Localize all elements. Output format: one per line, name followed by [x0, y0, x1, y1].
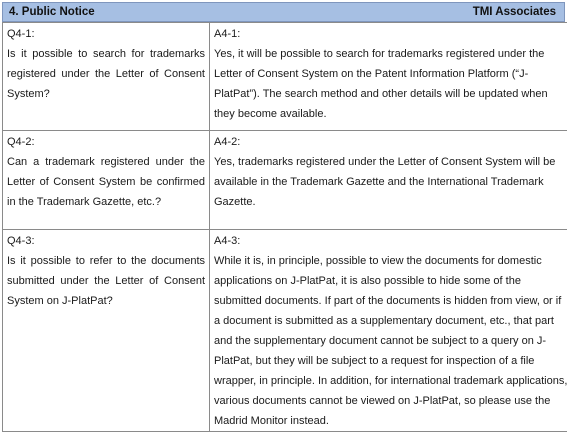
question-cell	[3, 230, 210, 432]
firm-name: TMI Associates	[473, 6, 556, 18]
answer-text: Yes, it will be possible to search for trademarks registered under the Letter of Consent System on the Patent Information Platform (“J-PlatPat”). The search method and other details will be updated when they become available.	[214, 44, 567, 124]
question-text: Is it possible to search for trademarks registered under the Letter of Consent System?	[7, 44, 205, 104]
table-row	[3, 230, 567, 432]
question-text: Is it possible to refer to the documents submitted under the Letter of Consent System on J-PlatPat?	[7, 251, 205, 311]
answer-id: A4-1:	[214, 24, 567, 44]
qa-document	[2, 2, 565, 426]
answer-id: A4-2:	[214, 132, 567, 152]
question-text: Can a trademark registered under the Letter of Consent System be confirmed in the Trademark Gazette, etc.?	[7, 152, 205, 212]
answer-text: While it is, in principle, possible to view the documents for domestic applications on J-PlatPat, it is also possible to hide some of the submitted documents. If part of the documents is hidden from view, or if a document is submitted as a supplementary document, etc., that part and the supplementary document cannot be subject to a query on J-PlatPat, but they will be subject to a request for inspection of a file wrapper, in principle. In addition, for international trademark applications, various documents cannot be viewed on J-PlatPat, so please use the Madrid Monitor instead.	[214, 251, 567, 431]
answer-text: Yes, trademarks registered under the Letter of Consent System will be available in the Trademark Gazette and the International Trademark Gazette.	[214, 152, 567, 212]
question-id: Q4-2:	[7, 132, 205, 152]
answer-cell	[210, 23, 567, 131]
answer-cell	[210, 131, 567, 230]
question-id: Q4-3:	[7, 231, 205, 251]
question-cell	[3, 23, 210, 131]
table-row	[3, 131, 567, 230]
answer-id: A4-3:	[214, 231, 567, 251]
answer-cell	[210, 230, 567, 432]
question-cell	[3, 131, 210, 230]
section-title: 4. Public Notice	[9, 6, 95, 18]
qa-table	[2, 22, 567, 432]
table-row	[3, 23, 567, 131]
section-header	[2, 2, 565, 22]
question-id: Q4-1:	[7, 24, 205, 44]
